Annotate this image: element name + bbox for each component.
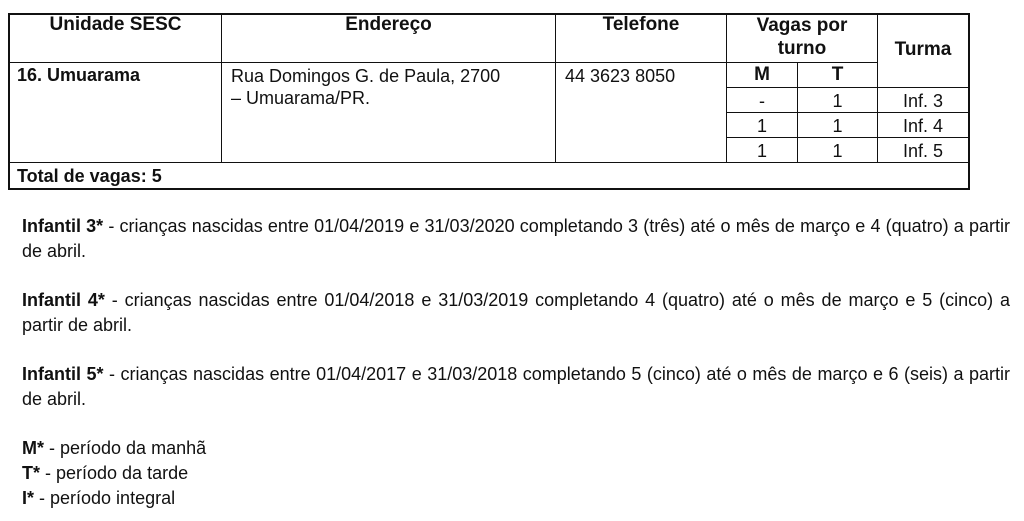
- cell-unidade: 16. Umuarama: [17, 65, 141, 85]
- legend-text: - período integral: [34, 488, 176, 508]
- cell-t-inf3: 1: [832, 91, 843, 111]
- row3-rule: [726, 137, 968, 138]
- note-text: - crianças nascidas entre 01/04/2019 e 31/03/2020 completando 3 (três) até o mês de março e 4 (quatro) a partir de abril.: [22, 216, 1010, 261]
- header-telefone: Telefone: [602, 14, 680, 35]
- legend-text: - período da manhã: [44, 438, 207, 458]
- header-t: T: [831, 64, 844, 85]
- total-vagas: Total de vagas: 5: [17, 166, 162, 186]
- header-vagas-line2: turno: [777, 38, 827, 59]
- cell-m-inf3: -: [759, 91, 765, 111]
- cell-endereco-line1: Rua Domingos G. de Paula, 2700: [231, 66, 501, 86]
- legend-text: - período da tarde: [40, 463, 189, 483]
- legend-tarde: [22, 461, 1010, 486]
- header-m: M: [754, 64, 770, 85]
- header-turma: Turma: [894, 39, 952, 60]
- mt-row-rule: [726, 87, 968, 88]
- note-label: Infantil 4*: [22, 290, 105, 310]
- legend-label: T*: [22, 463, 40, 483]
- cell-turma-inf4: Inf. 4: [902, 116, 944, 136]
- note-label: Infantil 5*: [22, 364, 104, 384]
- note-label: Infantil 3*: [22, 216, 104, 236]
- header-rule: [8, 62, 726, 63]
- cell-t-inf5: 1: [832, 141, 843, 161]
- header-vagas-line1: Vagas por: [756, 15, 848, 36]
- notes-section: [22, 214, 1010, 511]
- note-infantil-5: [22, 362, 1010, 412]
- legend-label: I*: [22, 488, 35, 508]
- cell-m-inf5: 1: [756, 141, 767, 161]
- vagas-subheader-rule: [726, 62, 878, 63]
- cell-telefone: 44 3623 8050: [565, 66, 676, 86]
- table-border-right: [968, 13, 970, 190]
- cell-turma-inf3: Inf. 3: [902, 91, 944, 111]
- note-text: - crianças nascidas entre 01/04/2017 e 31/03/2018 completando 5 (cinco) até o mês de março e 6 (seis) a partir de abril.: [22, 364, 1010, 409]
- row2-rule: [726, 112, 968, 113]
- vagas-table: [8, 13, 970, 190]
- total-rule: [8, 162, 970, 163]
- cell-turma-inf5: Inf. 5: [902, 141, 944, 161]
- table-border-left: [8, 13, 10, 190]
- cell-endereco-line2: – Umuarama/PR.: [231, 88, 371, 108]
- note-text: - crianças nascidas entre 01/04/2018 e 31/03/2019 completando 4 (quatro) até o mês de março e 5 (cinco) a partir de abril.: [22, 290, 1010, 335]
- header-endereco: Endereço: [345, 14, 432, 35]
- legend-manha: [22, 436, 1010, 461]
- note-infantil-3: [22, 214, 1010, 264]
- cell-t-inf4: 1: [832, 116, 843, 136]
- legend-integral: [22, 486, 1010, 511]
- header-unidade: Unidade SESC: [49, 14, 182, 35]
- legend: [22, 436, 1010, 511]
- legend-label: M*: [22, 438, 44, 458]
- note-infantil-4: [22, 288, 1010, 338]
- table-border-bottom: [8, 188, 970, 190]
- cell-m-inf4: 1: [756, 116, 767, 136]
